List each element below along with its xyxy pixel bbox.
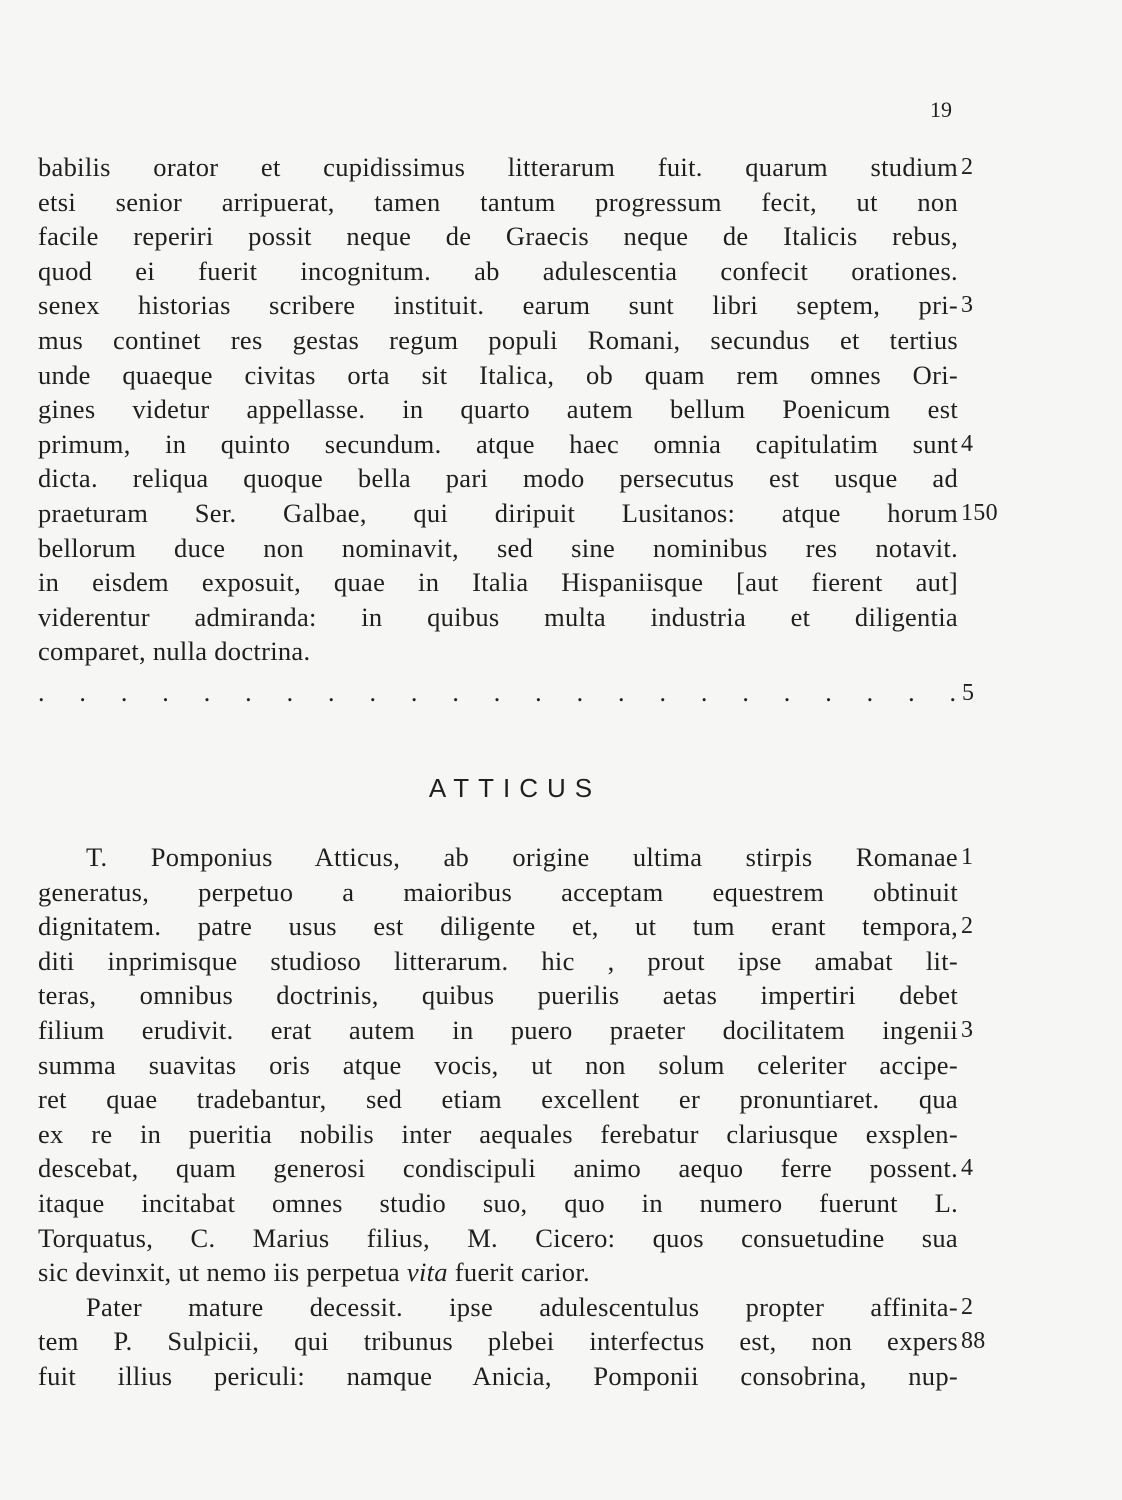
line-text: itaque incitabat omnes studio suo, quo in numero fuerunt L. xyxy=(38,1187,958,1218)
text-line xyxy=(38,1324,986,1359)
text-line xyxy=(38,1290,974,1325)
line-text: dicta. reliqua quoque bella pari modo persecutus est usque ad xyxy=(38,463,958,494)
page-number: 19 xyxy=(930,97,952,122)
text-line xyxy=(38,944,958,979)
text-line xyxy=(38,461,958,496)
line-text: summa suavitas oris atque vocis, ut non solum celeriter accipe- xyxy=(38,1049,958,1080)
text-line xyxy=(38,288,974,323)
text-line xyxy=(38,840,974,875)
line-text: bellorum duce non nominavit, sed sine nominibus res notavit. xyxy=(38,532,958,563)
text-line xyxy=(38,875,958,910)
line-text: Torquatus, C. Marius filius, M. Cicero: quos consuetudine sua xyxy=(38,1222,958,1253)
line-text: teras, omnibus doctrinis, quibus puerilis aetas impertiri debet xyxy=(38,980,958,1011)
margin-number: 3 xyxy=(961,1016,974,1043)
text-line xyxy=(38,1186,958,1221)
line-text: senex historias scribere instituit. earum sunt libri septem, pri- xyxy=(38,290,958,321)
line-text: comparet, nulla doctrina. xyxy=(38,636,311,667)
line-text: generatus, perpetuo a maioribus acceptam equestrem obtinuit xyxy=(38,876,958,907)
ellipsis-line: . . . . . . . . . . . . . . . . . . . . . . . xyxy=(38,678,958,707)
text-block-atticus xyxy=(38,840,986,1394)
margin-number: 1 xyxy=(961,844,974,870)
text-line xyxy=(38,219,958,254)
line-text: sic devinxit, ut nemo iis perpetua vita fuerit carior. xyxy=(38,1257,590,1288)
line-text: ex re in pueritia nobilis inter aequales ferebatur clariusque exsplen- xyxy=(38,1118,958,1149)
text-line xyxy=(38,634,958,669)
line-text: fuit illius periculi: namque Anicia, Pomponii consobrina, nup- xyxy=(38,1360,958,1391)
text-line xyxy=(38,427,974,462)
text-line xyxy=(38,1255,958,1290)
margin-number: 2 xyxy=(961,1293,974,1320)
text-line xyxy=(38,392,958,427)
margin-number: 2 xyxy=(961,913,974,940)
text-line xyxy=(38,600,958,635)
line-text: ret quae tradebantur, sed etiam excellent er pronuntiaret. qua xyxy=(38,1084,958,1115)
text-line xyxy=(38,1359,958,1394)
line-text: gines videtur appellasse. in quarto autem bellum Poenicum est xyxy=(38,394,958,425)
line-text: Pater mature decessit. ipse adulescentulus propter affinita- xyxy=(86,1291,958,1322)
text-line xyxy=(38,1151,974,1186)
line-text: diti inprimisque studioso litterarum. hic , prout ipse amabat lit- xyxy=(38,945,958,976)
text-line xyxy=(38,150,974,185)
section-heading: ATTICUS xyxy=(428,773,602,803)
text-block-cato xyxy=(38,150,998,669)
text-line xyxy=(38,1117,958,1152)
line-text: facile reperiri possit neque de Graecis neque de Italicis rebus, xyxy=(38,221,958,252)
line-text: unde quaeque civitas orta sit Italica, ob quam rem omnes Ori- xyxy=(38,359,958,390)
line-text: quod ei fuerit incognitum. ab adulescentia confecit orationes. xyxy=(38,255,958,286)
line-text: dignitatem. patre usus est diligente et, ut tum erant tempora, xyxy=(38,911,958,942)
line-text: tem P. Sulpicii, qui tribunus plebei interfectus est, non expers xyxy=(38,1326,958,1357)
line-text: in eisdem exposuit, quae in Italia Hispaniisque [aut fierent aut] xyxy=(38,567,958,598)
margin-number: 150 xyxy=(961,499,998,526)
line-text: praeturam Ser. Galbae, qui diripuit Lusitanos: atque horum xyxy=(38,497,958,528)
line-text: descebat, quam generosi condiscipuli animo aequo ferre possent. xyxy=(38,1153,958,1184)
margin-number: 3 xyxy=(961,292,974,319)
margin-number: 4 xyxy=(961,430,974,457)
text-line xyxy=(38,254,958,289)
line-text: babilis orator et cupidissimus litterarum fuit. quarum studium xyxy=(38,152,958,182)
margin-number: 4 xyxy=(961,1155,974,1182)
ellipsis-section-number: 5 xyxy=(962,680,974,706)
text-line xyxy=(38,531,958,566)
italic-word: vita xyxy=(406,1257,448,1288)
line-text: primum, in quinto secundum. atque haec omnia capitulatim sunt xyxy=(38,428,958,459)
text-line xyxy=(38,1221,958,1256)
line-text: viderentur admiranda: in quibus multa industria et diligentia xyxy=(38,601,958,632)
text-line xyxy=(38,1082,958,1117)
text-line xyxy=(38,496,998,531)
line-text: etsi senior arripuerat, tamen tantum progressum fecit, ut non xyxy=(38,186,958,217)
line-text: filium erudivit. erat autem in puero praeter docilitatem ingenii xyxy=(38,1014,958,1045)
text-line xyxy=(38,565,958,600)
margin-number: 2 xyxy=(961,154,974,180)
text-line xyxy=(38,978,958,1013)
line-text: mus continet res gestas regum populi Romani, secundus et tertius xyxy=(38,324,958,355)
margin-number: 88 xyxy=(961,1328,986,1355)
text-line xyxy=(38,185,958,220)
text-line xyxy=(38,1048,958,1083)
text-line xyxy=(38,323,958,358)
text-line xyxy=(38,358,958,393)
line-text: T. Pomponius Atticus, ab origine ultima stirpis Romanae xyxy=(86,842,958,872)
text-line xyxy=(38,1013,974,1048)
text-line xyxy=(38,909,974,944)
